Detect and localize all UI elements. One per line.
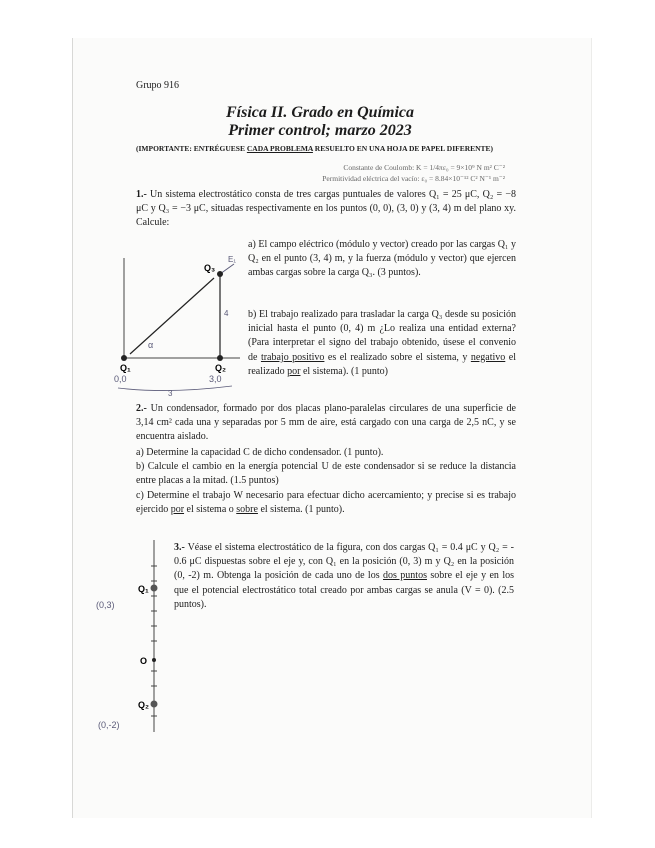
coulomb-constant: Constante de Coulomb: K = 1/4πε₀ = 9×10⁹ N m² C⁻² [343, 163, 505, 172]
label-q2: Q₂ [215, 363, 226, 373]
hw-q2-coords: 3,0 [209, 374, 222, 384]
charge-q1 [151, 585, 158, 592]
problem2-part-c: c) Determine el trabajo W necesario para efectuar dicho acercamiento; y precise si es trabajo ejercido por el sistema o sobre el sistema. (1 punto). [136, 489, 516, 515]
hw-q1-coords: (0,3) [96, 600, 115, 610]
problem3-figure [96, 536, 176, 736]
label-q1: Q₁ [120, 363, 131, 373]
group-label: Grupo 916 [136, 80, 180, 91]
problem2-part-a: a) Determine la capacidad C de dicho condensador. (1 punto). [136, 447, 384, 458]
charge-q2 [151, 701, 158, 708]
hw-origin: 0,0 [114, 374, 127, 384]
charge-q1 [121, 355, 127, 361]
charge-q2 [217, 355, 223, 361]
hw-three: 3 [168, 389, 173, 398]
label-o: O [140, 656, 148, 666]
problem3-statement: 3.- Véase el sistema electrostático de la figura, con dos cargas Q₁ = 0.4 μC y Q₂ = - 0.6 μC dispuestas sobre el eje y, con Q₁ en la posición (0, 3) m y Q₂ en la posición (0, -2) m. Obtenga la posición de cada uno de los dos puntos sobre el eje y en los que el potencial electrostático total creado por ambas cargas se anula (V = 0). (2.5 puntos). [174, 542, 514, 610]
label-q3: Q₃ [204, 263, 216, 273]
hw-brace [118, 386, 232, 391]
exam-title: Física II. Grado en Química [225, 104, 414, 121]
problem1-part-b: b) El trabajo realizado para trasladar la carga Q₃ desde su posición inicial hasta el punto (0, 4) m ¿Lo realiza una entidad externa? (Para interpretar el signo del trabajo obtenido, úsese el convenio de trabajo positivo es el realizado sobre el sistema, y negativo el realizado por el sistema). (1 punto) [248, 309, 516, 377]
hw-alpha: α [148, 340, 154, 350]
problem2-part-b: b) Calcule el cambio en la energía potencial U de este condensador si se reduce la distancia entre placas a la mitad. (1.5 puntos) [136, 461, 516, 487]
problem1-figure [108, 250, 248, 400]
origin-point [152, 658, 156, 662]
problem2-statement: 2.- Un condensador, formado por dos placas plano-paralelas circulares de una superficie de 3,14 cm² cada una y separadas por 5 mm de aire, está cargado con una carga de 2,5 nC, y se encuentra aislado. [136, 403, 517, 443]
label-q2: Q₂ [138, 700, 149, 710]
charge-q3 [217, 271, 223, 277]
exam-subtitle: Primer control; marzo 2023 [228, 122, 412, 139]
hw-four: 4 [224, 309, 229, 318]
label-q1: Q₁ [138, 584, 149, 594]
q1-q3-line [130, 278, 214, 354]
problem1-statement: 1.- Un sistema electrostático consta de tres cargas puntuales de valores Q₁ = 25 μC, Q₂ = −8 μC y Q₃ = −3 μC, situadas respectivamente en los puntos (0, 0), (3, 0) y (3, 4) m del plano xy. Calcule: [136, 189, 517, 229]
problem2-parts [136, 446, 516, 517]
important-note: (IMPORTANTE: ENTRÉGUESE CADA PROBLEMA RESUELTO EN UNA HOJA DE PAPEL DIFERENTE) [136, 144, 494, 153]
hw-field: E₁ [228, 255, 237, 264]
vacuum-permittivity: Permitividad eléctrica del vacío: ε₀ = 8.84×10⁻¹² C² N⁻¹ m⁻² [322, 174, 505, 183]
hw-q2-coords: (0,-2) [98, 720, 120, 730]
problem1-part-a: a) El campo eléctrico (módulo y vector) creado por las cargas Q₁ y Q₂ en el punto (3, 4) m, y la fuerza (módulo y vector) que ejercen ambas cargas sobre la carga Q₃. (3 puntos). [248, 239, 516, 279]
